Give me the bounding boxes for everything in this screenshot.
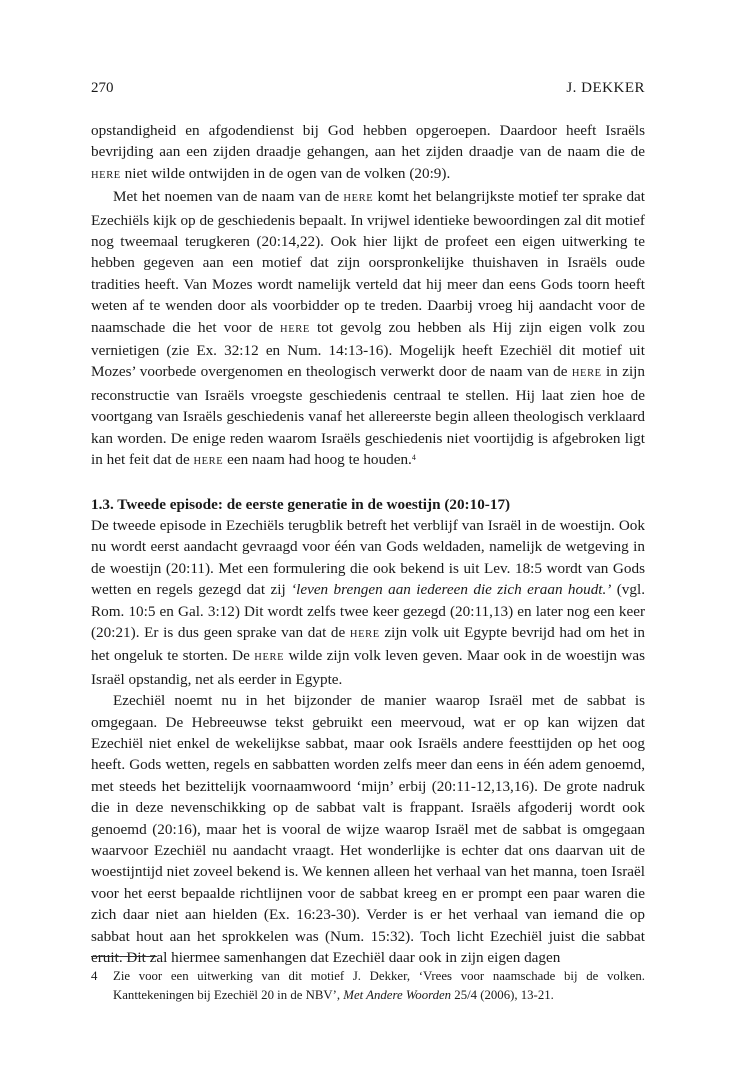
paragraph-2: Met het noemen van de naam van de HERE komt het belangrijkste motief ter sprake dat Ezechiëls kijk op de geschiedenis bepaalt. In vrijwel identieke bewoordingen zal dit motief nog tweemaal terugkeren (20:14,22). Ook hier lijkt de profeet een eigen uitwerking te hebben gegeven aan een motief dat zijn oorspronkelijke thuishaven in Israëls oude tradities heeft. Van Mozes wordt namelijk verteld dat hij meer dan eens Gods toorn heeft weten af te wenden door als voorbidder op te treden. Daarbij vroeg hij aandacht voor de naamschade die het voor de HERE tot gevolg zou hebben als Hij zijn eigen volk zou vernietigen (zie Ex. 32:12 en Num. 14:13-16). Mogelijk heeft Ezechiël dit motief uit Mozes’ voorbede overgenomen en theologisch verwerkt door de naam van de HERE in zijn reconstructie van Israëls vroegste geschiedenis centraal te stellen. Hij laat zien hoe de voortgang van Israëls geschiedenis vanaf het allereerste begin alleen theologisch verklaard kan worden. De enige reden waarom Israëls geschiedenis niet voortijdig is afgebroken ligt in het feit dat de HERE een naam had hoog te houden.$^4$ — [91, 188, 645, 469]
lord-name-smallcaps: HERE — [343, 193, 374, 205]
lord-name-smallcaps: HERE — [349, 628, 380, 640]
journal-title: Met Andere Woorden — [343, 988, 452, 1002]
page-number: 270 — [91, 80, 114, 96]
lord-name-smallcaps: HERE — [254, 652, 285, 664]
paragraph-4: Ezechiël noemt nu in het bijzonder de manier waarop Israël met de sabbat is omgegaan. De Hebreeuwse tekst gebruikt een meervoud, wat er op kan wijzen dat Ezechiël niet enkel de wekelijkse sabbat, maar ook Israëls andere feesttijden op het oog heeft. Gods wetten, regels en sabbatten worden zelfs meer dan eens in één adem genoemd, met steeds het bezittelijk voornaamwoord ‘mijn’ erbij (20:11-12,13,16). De grote nadruk die in deze nevenschikking op de sabbat valt is frappant. Israëls afgoderij wordt ook genoemd (20:16), maar het is vooral de wijze waarop Israël met de sabbat is omgegaan waarvoor Ezechiël nu aandacht vraagt. Het wonderlijke is echter dat ons daarvan uit de woestijntijd niet zoveel bekend is. We kennen alleen het verhaal van het manna, toen Israël voor het eerst bepaalde richtlijnen voor de sabbat kreeg en er prompt een paar waren die zich daar niet aan hielden (Ex. 16:23-30). Verder is er het verhaal van iemand die op sabbat hout aan het sprokkelen was (Num. 15:32). Toch licht Ezechiël juist die sabbat eruit. Dit zal hiermee samenhangen dat Ezechiël daar ook in zijn eigen dagen — [91, 692, 645, 967]
quotation: ‘leven brengen aan iedereen die zich eraan houdt.’ — [291, 581, 612, 599]
footnote — [91, 967, 645, 1005]
lord-name-smallcaps: HERE — [193, 456, 224, 468]
footnote-separator — [91, 956, 157, 957]
body-text — [91, 120, 645, 968]
lord-name-smallcaps: HERE — [571, 368, 602, 380]
lord-name-smallcaps: HERE — [280, 323, 310, 335]
footnote-ref[interactable]: 4 — [411, 453, 416, 463]
footnote-number: 4 — [91, 969, 98, 983]
page-header — [91, 80, 645, 100]
footnote-text: Zie voor een uitwerking van dit motief J. Dekker, ‘Vrees voor naamschade bij de volken. Kanttekeningen bij Ezechiël 20 in de NBV’, Met Andere Woorden 25/4 (2006), 13-21. — [113, 969, 645, 1002]
paragraph-3: De tweede episode in Ezechiëls terugblik betreft het verblijf van Israël in de woestijn. Ook nu wordt eerst aandacht gevraagd voor één van Gods weldaden, namelijk de wetgeving in de woestijn (20:11). Met een formulering die ook bekend is uit Lev. 18:5 wordt van Gods wetten en regels gezegd dat zij ‘leven brengen aan iedereen die zich eraan houdt.’ (vgl. Rom. 10:5 en Gal. 3:12) Dit wordt zelfs twee keer gezegd (20:11,13) en later nog een keer (20:21). Er is dus geen sprake van dat de HERE zijn volk uit Egypte bevrijd had om het in het ongeluk te storten. De HERE wilde zijn volk leven geven. Maar ook in de woestijn was Israël opstandig, net als eerder in Egypte. — [91, 516, 646, 688]
section-heading: 1.3. Tweede episode: de eerste generatie in de woestijn (20:10-17) — [91, 495, 511, 513]
lord-name-smallcaps: HERE — [91, 169, 121, 181]
paragraph-1: opstandigheid en afgodendienst bij God hebben opgeroepen. Daardoor heeft Israëls bevrijding aan een zijden draadje gehangen, aan het zijden draadje van de naam die de HERE niet wilde ontwijden in de ogen van de volken (20:9). — [91, 122, 645, 182]
running-head: J. DEKKER — [566, 80, 645, 96]
